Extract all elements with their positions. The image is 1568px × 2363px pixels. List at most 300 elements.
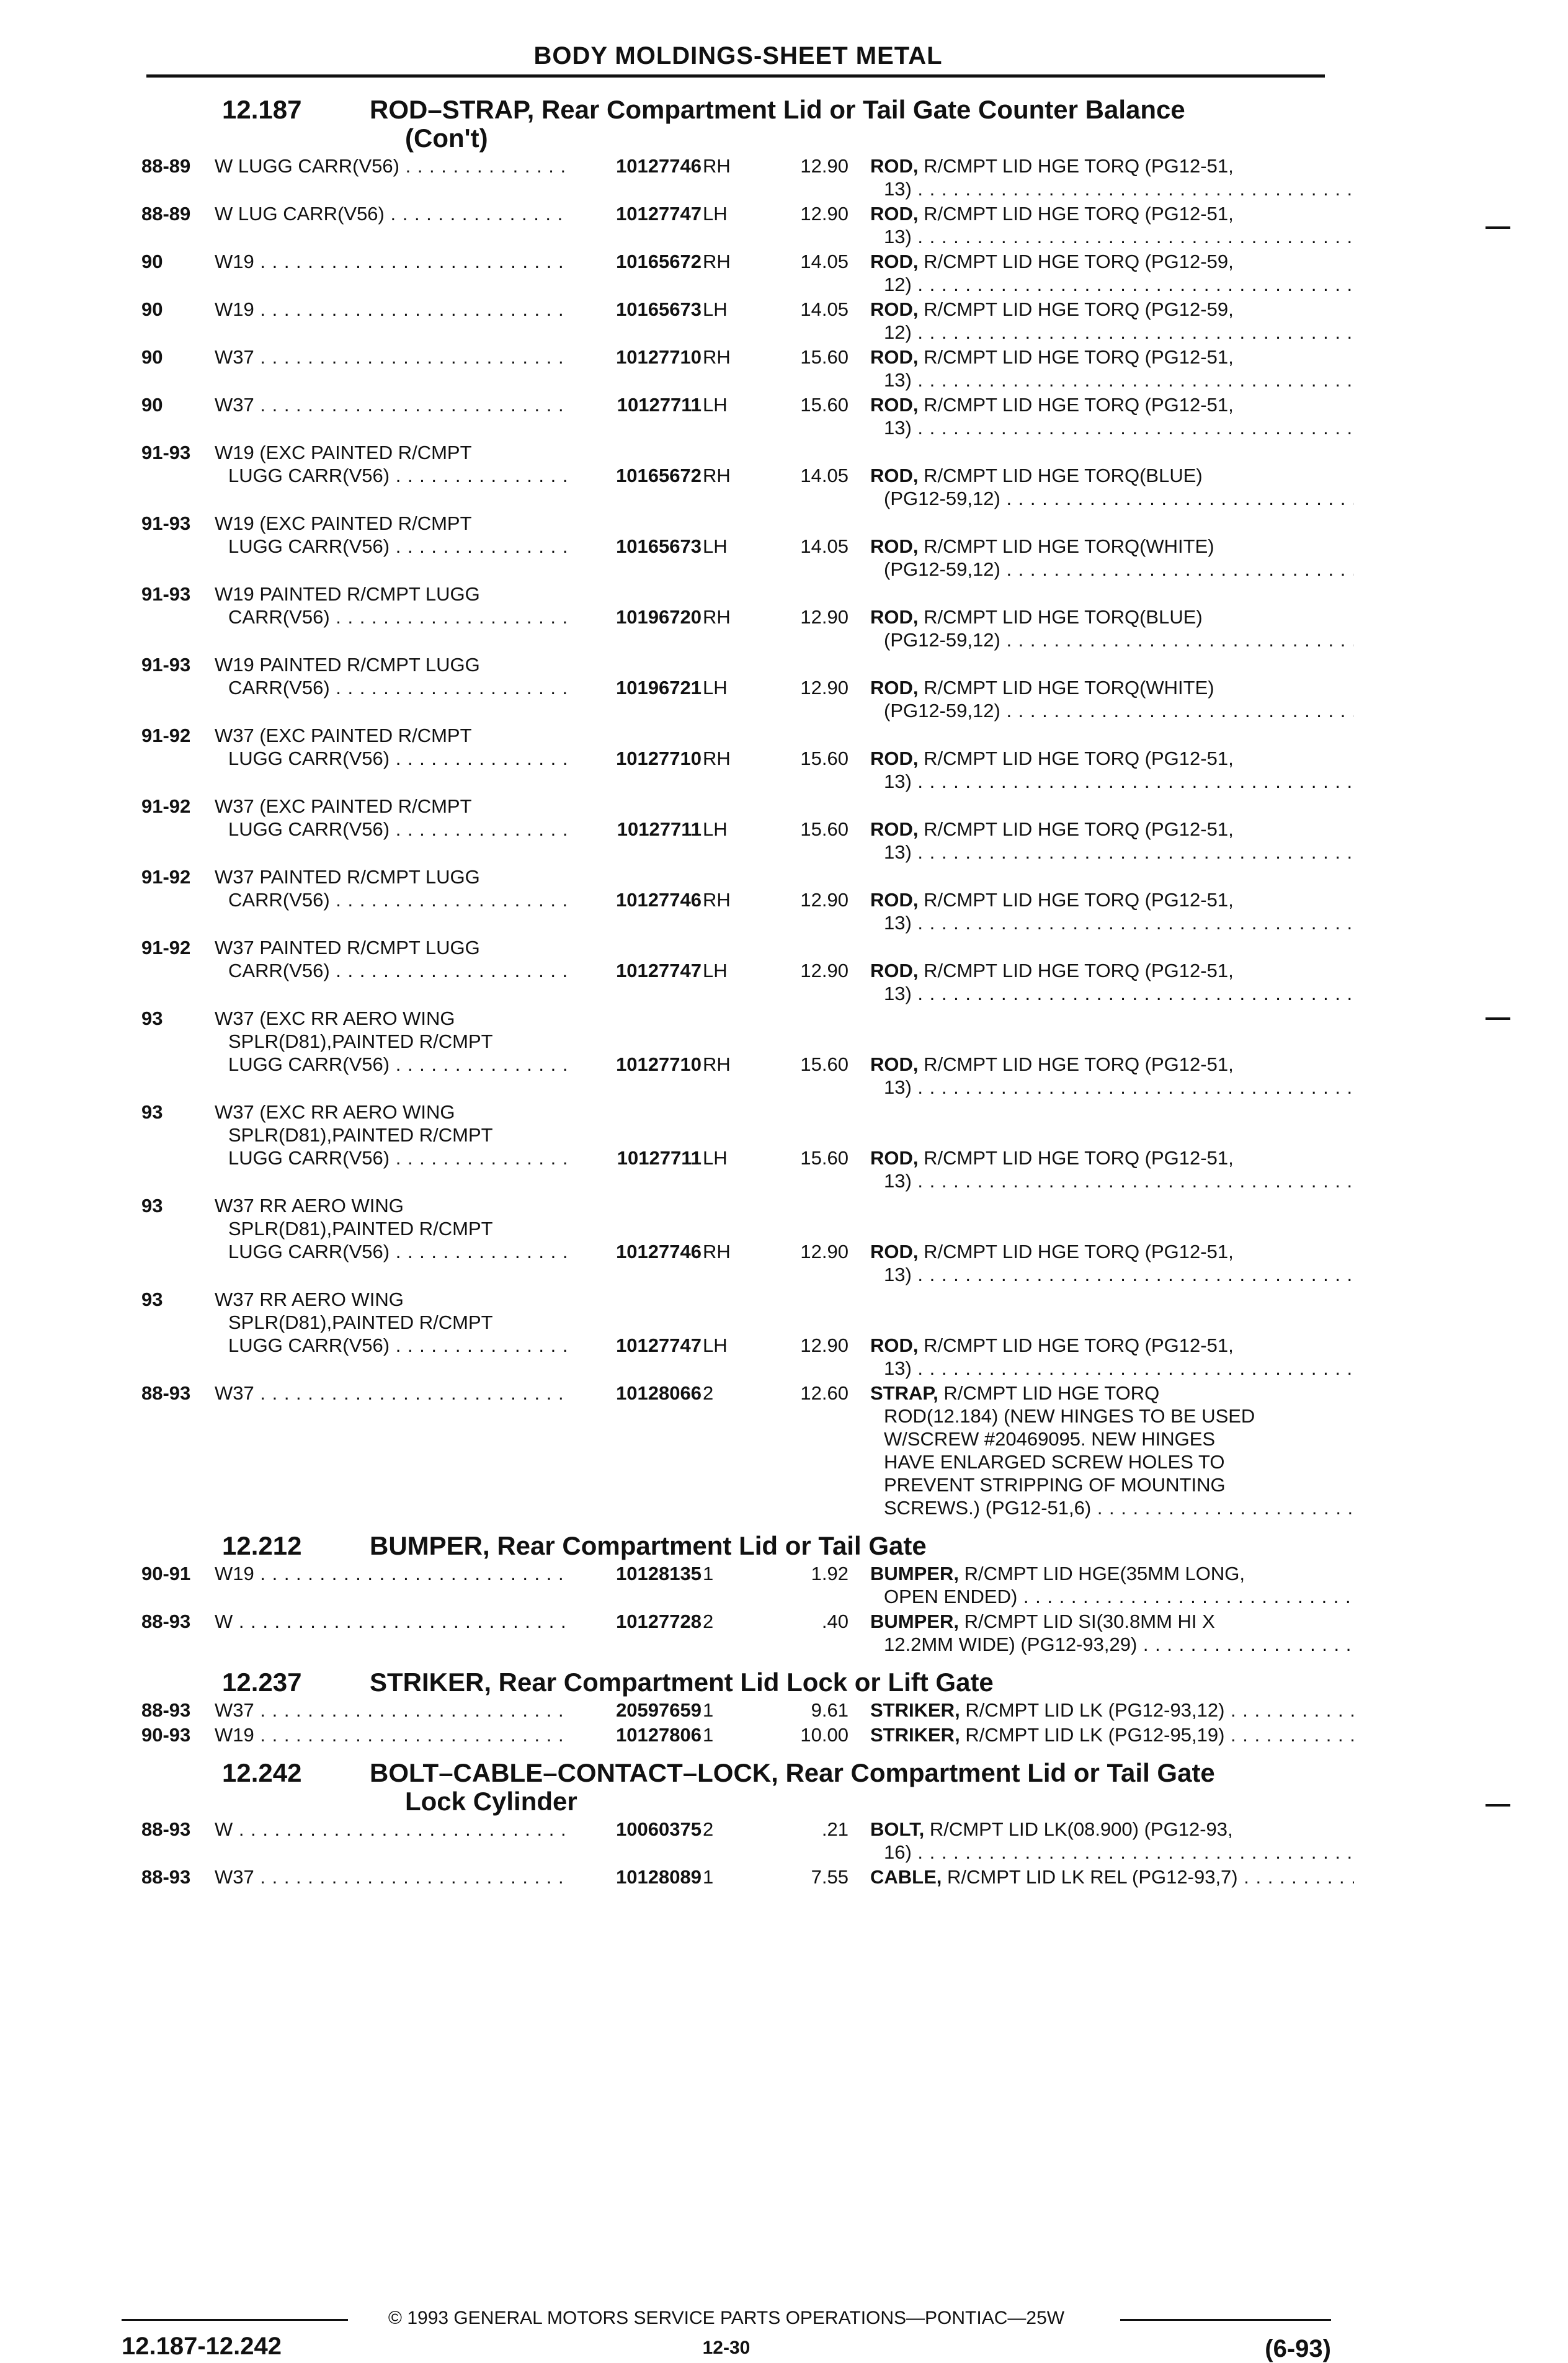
description-line xyxy=(870,1382,1354,1405)
description-text: R/CMPT LID HGE TORQ xyxy=(943,1382,1160,1404)
part-number: 10128066 xyxy=(566,1382,702,1405)
part-name: STRIKER, xyxy=(870,1724,960,1746)
section-number: 12.237 xyxy=(222,1668,302,1697)
description-text: R/CMPT LID HGE TORQ (PG12-51, xyxy=(924,1334,1234,1356)
usage-line: SPLR(D81),PAINTED R/CMPT xyxy=(228,1124,493,1146)
description-text: R/CMPT LID HGE TORQ (PG12-51, xyxy=(924,203,1234,225)
description-line xyxy=(870,1865,1354,1888)
part-number: 10127710 xyxy=(566,346,702,369)
usage-line: W37 RR AERO WING xyxy=(215,1289,404,1310)
description-line xyxy=(870,1818,1354,1841)
part-name: STRAP, xyxy=(870,1382,938,1404)
quantity: LH xyxy=(703,203,728,225)
description-line xyxy=(870,393,1354,416)
usage-line: W19 PAINTED R/CMPT LUGG xyxy=(215,583,480,605)
description-line: 13) . . . xyxy=(870,1169,1354,1192)
usage-line: CARR(V56) . . . xyxy=(215,959,689,982)
part-row xyxy=(141,1382,1332,1519)
usage-line: W37 (EXC PAINTED R/CMPT xyxy=(215,795,472,817)
price: .21 xyxy=(821,1818,849,1840)
part-row xyxy=(141,1101,1332,1192)
usage-line: LUGG CARR(V56) . . . xyxy=(215,1053,689,1076)
usage-line: W19 . . . xyxy=(215,1562,689,1585)
usage-line: W LUGG CARR(V56) . . . xyxy=(215,154,689,177)
description-text: R/CMPT LID HGE TORQ (PG12-51, xyxy=(924,1053,1234,1075)
description-line: 12) . . . xyxy=(870,321,1354,344)
price: 9.61 xyxy=(811,1699,849,1721)
part-description xyxy=(870,1240,1354,1286)
price: 12.90 xyxy=(800,1334,849,1356)
description-line xyxy=(870,818,1354,841)
quantity: LH xyxy=(703,298,728,320)
usage-line: W37 . . . xyxy=(215,393,689,416)
part-name: ROD, xyxy=(870,889,919,911)
description-line xyxy=(870,676,1354,699)
part-number: 10196721 xyxy=(566,676,702,699)
model-year: 90 xyxy=(141,346,163,368)
model-year: 90 xyxy=(141,394,163,416)
part-description xyxy=(870,1865,1354,1888)
part-description xyxy=(870,605,1354,651)
usage-line: CARR(V56) . . . xyxy=(215,605,689,628)
usage-line: SPLR(D81),PAINTED R/CMPT xyxy=(228,1311,493,1333)
usage-line: LUGG CARR(V56) . . . xyxy=(215,747,689,770)
part-name: ROD, xyxy=(870,1053,919,1075)
usage-line: W19 (EXC PAINTED R/CMPT xyxy=(215,442,472,463)
usage-line: W37 PAINTED R/CMPT LUGG xyxy=(215,866,480,888)
description-line: 13) . . . xyxy=(870,225,1354,248)
part-description xyxy=(870,959,1354,1005)
part-number: 10165672 xyxy=(566,464,702,487)
quantity: RH xyxy=(703,251,731,272)
price: 15.60 xyxy=(800,1147,849,1169)
usage-line: SPLR(D81),PAINTED R/CMPT xyxy=(228,1218,493,1240)
description-line xyxy=(870,464,1354,487)
usage-line: W19 . . . xyxy=(215,298,689,321)
price: 15.60 xyxy=(800,818,849,840)
part-number: 10127711 xyxy=(566,1146,702,1169)
quantity: 1 xyxy=(703,1866,714,1888)
part-number: 10128089 xyxy=(566,1865,702,1888)
part-description xyxy=(870,154,1354,200)
part-name: BOLT, xyxy=(870,1818,925,1840)
description-line: 13) . . . xyxy=(870,1263,1354,1286)
part-number: 10127806 xyxy=(566,1723,702,1746)
section-title xyxy=(141,1532,1332,1560)
description-line xyxy=(870,298,1354,321)
usage-line: LUGG CARR(V56) . . . xyxy=(215,1334,689,1357)
part-row xyxy=(141,1818,1332,1864)
quantity: 1 xyxy=(703,1724,714,1746)
part-description xyxy=(870,676,1354,722)
section-name: BOLT–CABLE–CONTACT–LOCK, Rear Compartment Lid or Tail Gate xyxy=(370,1758,1215,1787)
part-row xyxy=(141,1562,1332,1608)
description-line xyxy=(870,1610,1354,1633)
part-name: ROD, xyxy=(870,155,919,177)
part-description xyxy=(870,1562,1354,1608)
price: 14.05 xyxy=(800,251,849,272)
description-text: R/CMPT LID LK(08.900) (PG12-93, xyxy=(929,1818,1233,1840)
section-number: 12.242 xyxy=(222,1758,302,1787)
model-year: 91-92 xyxy=(141,795,191,817)
parts-catalog-content xyxy=(141,92,1332,1888)
description-text: R/CMPT LID HGE TORQ (PG12-51, xyxy=(924,748,1234,769)
description-text: R/CMPT LID HGE TORQ(WHITE) xyxy=(924,535,1214,557)
price: 15.60 xyxy=(800,1053,849,1075)
part-description xyxy=(870,1699,1354,1722)
description-line: 13) . . . xyxy=(870,770,1354,793)
part-name: STRIKER, xyxy=(870,1699,960,1721)
part-name: ROD, xyxy=(870,251,919,272)
section-number: 12.187 xyxy=(222,95,302,124)
model-year: 88-93 xyxy=(141,1610,191,1632)
part-name: ROD, xyxy=(870,818,919,840)
part-number: 10127747 xyxy=(566,959,702,982)
description-text: R/CMPT LID HGE TORQ(BLUE) xyxy=(924,465,1203,486)
quantity: 1 xyxy=(703,1699,714,1721)
model-year: 93 xyxy=(141,1289,163,1310)
model-year: 93 xyxy=(141,1195,163,1217)
description-line: W/SCREW #20469095. NEW HINGES xyxy=(884,1428,1216,1450)
part-name: ROD, xyxy=(870,677,919,699)
description-line xyxy=(870,202,1354,225)
part-description xyxy=(870,747,1354,793)
part-number: 10060375 xyxy=(566,1818,702,1841)
part-row xyxy=(141,250,1332,296)
description-line: HAVE ENLARGED SCREW HOLES TO xyxy=(884,1451,1225,1473)
part-name: ROD, xyxy=(870,960,919,981)
part-row xyxy=(141,1288,1332,1380)
description-line: 13) . . . xyxy=(870,177,1354,200)
quantity: LH xyxy=(703,818,728,840)
quantity: LH xyxy=(703,1147,728,1169)
quantity: 2 xyxy=(703,1382,714,1404)
quantity: RH xyxy=(703,155,731,177)
price: 12.90 xyxy=(800,1241,849,1262)
quantity: LH xyxy=(703,535,728,557)
price: 10.00 xyxy=(800,1724,849,1746)
part-row xyxy=(141,441,1332,510)
description-line: 12.2MM WIDE) (PG12-93,29) . . . xyxy=(870,1633,1354,1656)
usage-line: CARR(V56) . . . xyxy=(215,888,689,911)
price: 15.60 xyxy=(800,394,849,416)
section-name: STRIKER, Rear Compartment Lid Lock or Lift Gate xyxy=(370,1668,994,1697)
description-line xyxy=(870,535,1354,558)
usage-line: SPLR(D81),PAINTED R/CMPT xyxy=(228,1030,493,1052)
usage-line: W . . . xyxy=(215,1610,689,1633)
description-text: R/CMPT LID HGE TORQ (PG12-51, xyxy=(924,818,1234,840)
part-row xyxy=(141,653,1332,722)
quantity: LH xyxy=(703,1334,728,1356)
price: 14.05 xyxy=(800,465,849,486)
part-number: 10165673 xyxy=(566,298,702,321)
quantity: RH xyxy=(703,748,731,769)
quantity: RH xyxy=(703,346,731,368)
part-number: 10127746 xyxy=(566,888,702,911)
description-line xyxy=(870,250,1354,273)
description-line: 13) . . . xyxy=(870,416,1354,439)
part-name: ROD, xyxy=(870,748,919,769)
part-description xyxy=(870,393,1354,439)
footer-page-number: 12-30 xyxy=(702,2338,751,2358)
description-text: R/CMPT LID HGE(35MM LONG, xyxy=(964,1563,1245,1584)
description-line xyxy=(870,888,1354,911)
model-year: 88-93 xyxy=(141,1818,191,1840)
margin-mark xyxy=(1486,226,1510,229)
part-description xyxy=(870,1146,1354,1192)
section-continuation: Lock Cylinder xyxy=(405,1787,577,1816)
price: 12.90 xyxy=(800,677,849,699)
usage-line: CARR(V56) . . . xyxy=(215,676,689,699)
price: 15.60 xyxy=(800,346,849,368)
usage-line: W19 (EXC PAINTED R/CMPT xyxy=(215,512,472,534)
part-name: ROD, xyxy=(870,298,919,320)
usage-line: W37 (EXC RR AERO WING xyxy=(215,1101,455,1123)
part-description xyxy=(870,346,1354,391)
description-line: 16) . . . xyxy=(870,1841,1354,1864)
description-line xyxy=(870,605,1354,628)
section-title xyxy=(141,1759,1332,1816)
model-year: 90-93 xyxy=(141,1724,191,1746)
description-text: R/CMPT LID HGE TORQ (PG12-51, xyxy=(924,889,1234,911)
section-continuation: (Con't) xyxy=(405,123,488,153)
part-number: 10127746 xyxy=(566,1240,702,1263)
part-description xyxy=(870,1382,1354,1519)
model-year: 91-92 xyxy=(141,725,191,746)
description-line: 13) . . . xyxy=(870,1076,1354,1099)
quantity: RH xyxy=(703,1241,731,1262)
part-number: 10127711 xyxy=(566,818,702,841)
description-text: R/CMPT LID HGE TORQ (PG12-51, xyxy=(924,1147,1234,1169)
usage-line: LUGG CARR(V56) . . . xyxy=(215,818,689,841)
section-title xyxy=(141,1668,1332,1697)
section-name: ROD–STRAP, Rear Compartment Lid or Tail Gate Counter Balance xyxy=(370,95,1185,124)
part-row xyxy=(141,1610,1332,1656)
part-row xyxy=(141,1723,1332,1746)
description-text: R/CMPT LID LK (PG12-95,19) xyxy=(965,1724,1225,1746)
description-line xyxy=(870,1146,1354,1169)
part-number: 10127747 xyxy=(566,202,702,225)
part-row xyxy=(141,724,1332,793)
price: 1.92 xyxy=(811,1563,849,1584)
usage-line: W19 . . . xyxy=(215,250,689,273)
part-row xyxy=(141,512,1332,581)
part-description xyxy=(870,250,1354,296)
description-line: 13) . . . xyxy=(870,369,1354,391)
part-description xyxy=(870,202,1354,248)
description-line: SCREWS.) (PG12-51,6) . . . xyxy=(870,1496,1354,1519)
price: 12.90 xyxy=(800,889,849,911)
quantity: LH xyxy=(703,394,728,416)
description-text: R/CMPT LID LK (PG12-93,12) xyxy=(965,1699,1225,1721)
description-line: (PG12-59,12) . . . xyxy=(870,558,1354,581)
description-line: PREVENT STRIPPING OF MOUNTING xyxy=(884,1474,1226,1496)
quantity: 2 xyxy=(703,1610,714,1632)
description-line: 13) . . . xyxy=(870,841,1354,864)
part-name: ROD, xyxy=(870,1147,919,1169)
part-row xyxy=(141,298,1332,344)
part-number: 10127710 xyxy=(566,1053,702,1076)
part-description xyxy=(870,298,1354,344)
usage-line: LUGG CARR(V56) . . . xyxy=(215,464,689,487)
part-row xyxy=(141,393,1332,439)
description-text: R/CMPT LID HGE TORQ (PG12-51, xyxy=(924,346,1234,368)
description-line xyxy=(870,1562,1354,1585)
part-name: ROD, xyxy=(870,606,919,628)
part-name: ROD, xyxy=(870,203,919,225)
part-number: 10196720 xyxy=(566,605,702,628)
usage-line: W37 . . . xyxy=(215,346,689,369)
part-description xyxy=(870,1053,1354,1099)
part-number: 10127747 xyxy=(566,1334,702,1357)
part-description xyxy=(870,1723,1354,1746)
footer-section-range: 12.187-12.242 xyxy=(122,2333,282,2360)
description-text: R/CMPT LID SI(30.8MM HI X xyxy=(964,1610,1215,1632)
quantity: RH xyxy=(703,606,731,628)
usage-line: W LUG CARR(V56) . . . xyxy=(215,202,689,225)
part-number: 10165673 xyxy=(566,535,702,558)
part-row xyxy=(141,154,1332,200)
description-line: 13) . . . xyxy=(870,982,1354,1005)
usage-line: W37 . . . xyxy=(215,1699,689,1722)
price: 12.90 xyxy=(800,203,849,225)
part-number: 20597659 xyxy=(566,1699,702,1722)
part-row xyxy=(141,936,1332,1005)
model-year: 88-93 xyxy=(141,1866,191,1888)
description-text: R/CMPT LID HGE TORQ(WHITE) xyxy=(924,677,1214,699)
usage-line: W37 (EXC PAINTED R/CMPT xyxy=(215,725,472,746)
part-row xyxy=(141,1699,1332,1722)
model-year: 88-89 xyxy=(141,203,191,225)
part-row xyxy=(141,583,1332,651)
description-line xyxy=(870,1053,1354,1076)
part-name: BUMPER, xyxy=(870,1610,959,1632)
part-description xyxy=(870,464,1354,510)
price: 14.05 xyxy=(800,298,849,320)
description-text: R/CMPT LID HGE TORQ (PG12-59, xyxy=(924,298,1234,320)
description-text: R/CMPT LID HGE TORQ (PG12-51, xyxy=(924,1241,1234,1262)
page-header: BODY MOLDINGS-SHEET METAL xyxy=(533,42,943,69)
part-description xyxy=(870,1334,1354,1380)
part-description xyxy=(870,888,1354,934)
part-number: 10127746 xyxy=(566,154,702,177)
description-line xyxy=(870,154,1354,177)
part-name: BUMPER, xyxy=(870,1563,959,1584)
usage-line: W37 . . . xyxy=(215,1382,689,1405)
model-year: 93 xyxy=(141,1007,163,1029)
description-line: (PG12-59,12) . . . xyxy=(870,487,1354,510)
usage-line: W37 PAINTED R/CMPT LUGG xyxy=(215,937,480,958)
model-year: 88-93 xyxy=(141,1699,191,1721)
model-year: 91-92 xyxy=(141,866,191,888)
description-line: ROD(12.184) (NEW HINGES TO BE USED xyxy=(884,1405,1255,1427)
usage-line: W37 RR AERO WING xyxy=(215,1195,404,1217)
part-description xyxy=(870,1818,1354,1864)
description-text: R/CMPT LID HGE TORQ (PG12-51, xyxy=(924,960,1234,981)
usage-line: W19 . . . xyxy=(215,1723,689,1746)
description-line xyxy=(870,1699,1354,1722)
part-number: 10165672 xyxy=(566,250,702,273)
part-description xyxy=(870,818,1354,864)
description-line: (PG12-59,12) . . . xyxy=(870,628,1354,651)
model-year: 88-93 xyxy=(141,1382,191,1404)
usage-line: W37 (EXC RR AERO WING xyxy=(215,1007,455,1029)
price: 14.05 xyxy=(800,535,849,557)
usage-line: LUGG CARR(V56) . . . xyxy=(215,1146,689,1169)
price: 15.60 xyxy=(800,748,849,769)
quantity: LH xyxy=(703,960,728,981)
part-name: ROD, xyxy=(870,346,919,368)
quantity: RH xyxy=(703,465,731,486)
usage-line: W37 . . . xyxy=(215,1865,689,1888)
section-name: BUMPER, Rear Compartment Lid or Tail Gate xyxy=(370,1531,927,1560)
part-row xyxy=(141,1194,1332,1286)
description-text: R/CMPT LID LK REL (PG12-93,7) xyxy=(947,1866,1238,1888)
usage-line: LUGG CARR(V56) . . . xyxy=(215,535,689,558)
description-text: R/CMPT LID HGE TORQ (PG12-59, xyxy=(924,251,1234,272)
model-year: 88-89 xyxy=(141,155,191,177)
part-name: ROD, xyxy=(870,394,919,416)
model-year: 91-93 xyxy=(141,512,191,534)
part-number: 10127711 xyxy=(566,393,702,416)
part-number: 10127710 xyxy=(566,747,702,770)
model-year: 93 xyxy=(141,1101,163,1123)
part-name: ROD, xyxy=(870,1241,919,1262)
header-rule xyxy=(146,74,1325,78)
description-line: (PG12-59,12) . . . xyxy=(870,699,1354,722)
part-row xyxy=(141,1007,1332,1099)
description-line xyxy=(870,346,1354,369)
description-line: 13) . . . xyxy=(870,1357,1354,1380)
price: 12.90 xyxy=(800,606,849,628)
quantity: RH xyxy=(703,889,731,911)
footer-copyright: © 1993 GENERAL MOTORS SERVICE PARTS OPERATIONS—PONTIAC—25W xyxy=(388,2308,1065,2328)
margin-mark xyxy=(1486,1804,1510,1807)
margin-mark xyxy=(1486,1017,1510,1020)
part-description xyxy=(870,535,1354,581)
part-description xyxy=(870,1610,1354,1656)
part-number: 10128135 xyxy=(566,1562,702,1585)
description-line xyxy=(870,747,1354,770)
part-row xyxy=(141,865,1332,934)
model-year: 90 xyxy=(141,298,163,320)
usage-line: W . . . xyxy=(215,1818,689,1841)
price: .40 xyxy=(821,1610,849,1632)
part-number: 10127728 xyxy=(566,1610,702,1633)
section-number: 12.212 xyxy=(222,1531,302,1560)
description-text: R/CMPT LID HGE TORQ(BLUE) xyxy=(924,606,1203,628)
part-row xyxy=(141,1865,1332,1888)
description-line xyxy=(870,1723,1354,1746)
model-year: 91-92 xyxy=(141,937,191,958)
part-row xyxy=(141,795,1332,864)
price: 7.55 xyxy=(811,1866,849,1888)
usage-line: LUGG CARR(V56) . . . xyxy=(215,1240,689,1263)
part-name: CABLE, xyxy=(870,1866,942,1888)
description-text: R/CMPT LID HGE TORQ (PG12-51, xyxy=(924,155,1234,177)
model-year: 90-91 xyxy=(141,1563,191,1584)
model-year: 91-93 xyxy=(141,583,191,605)
footer-date: (6-93) xyxy=(1265,2335,1331,2362)
description-line xyxy=(870,1334,1354,1357)
quantity: LH xyxy=(703,677,728,699)
part-row xyxy=(141,202,1332,248)
model-year: 91-93 xyxy=(141,654,191,676)
part-row xyxy=(141,346,1332,391)
price: 12.60 xyxy=(800,1382,849,1404)
description-line xyxy=(870,959,1354,982)
quantity: RH xyxy=(703,1053,731,1075)
